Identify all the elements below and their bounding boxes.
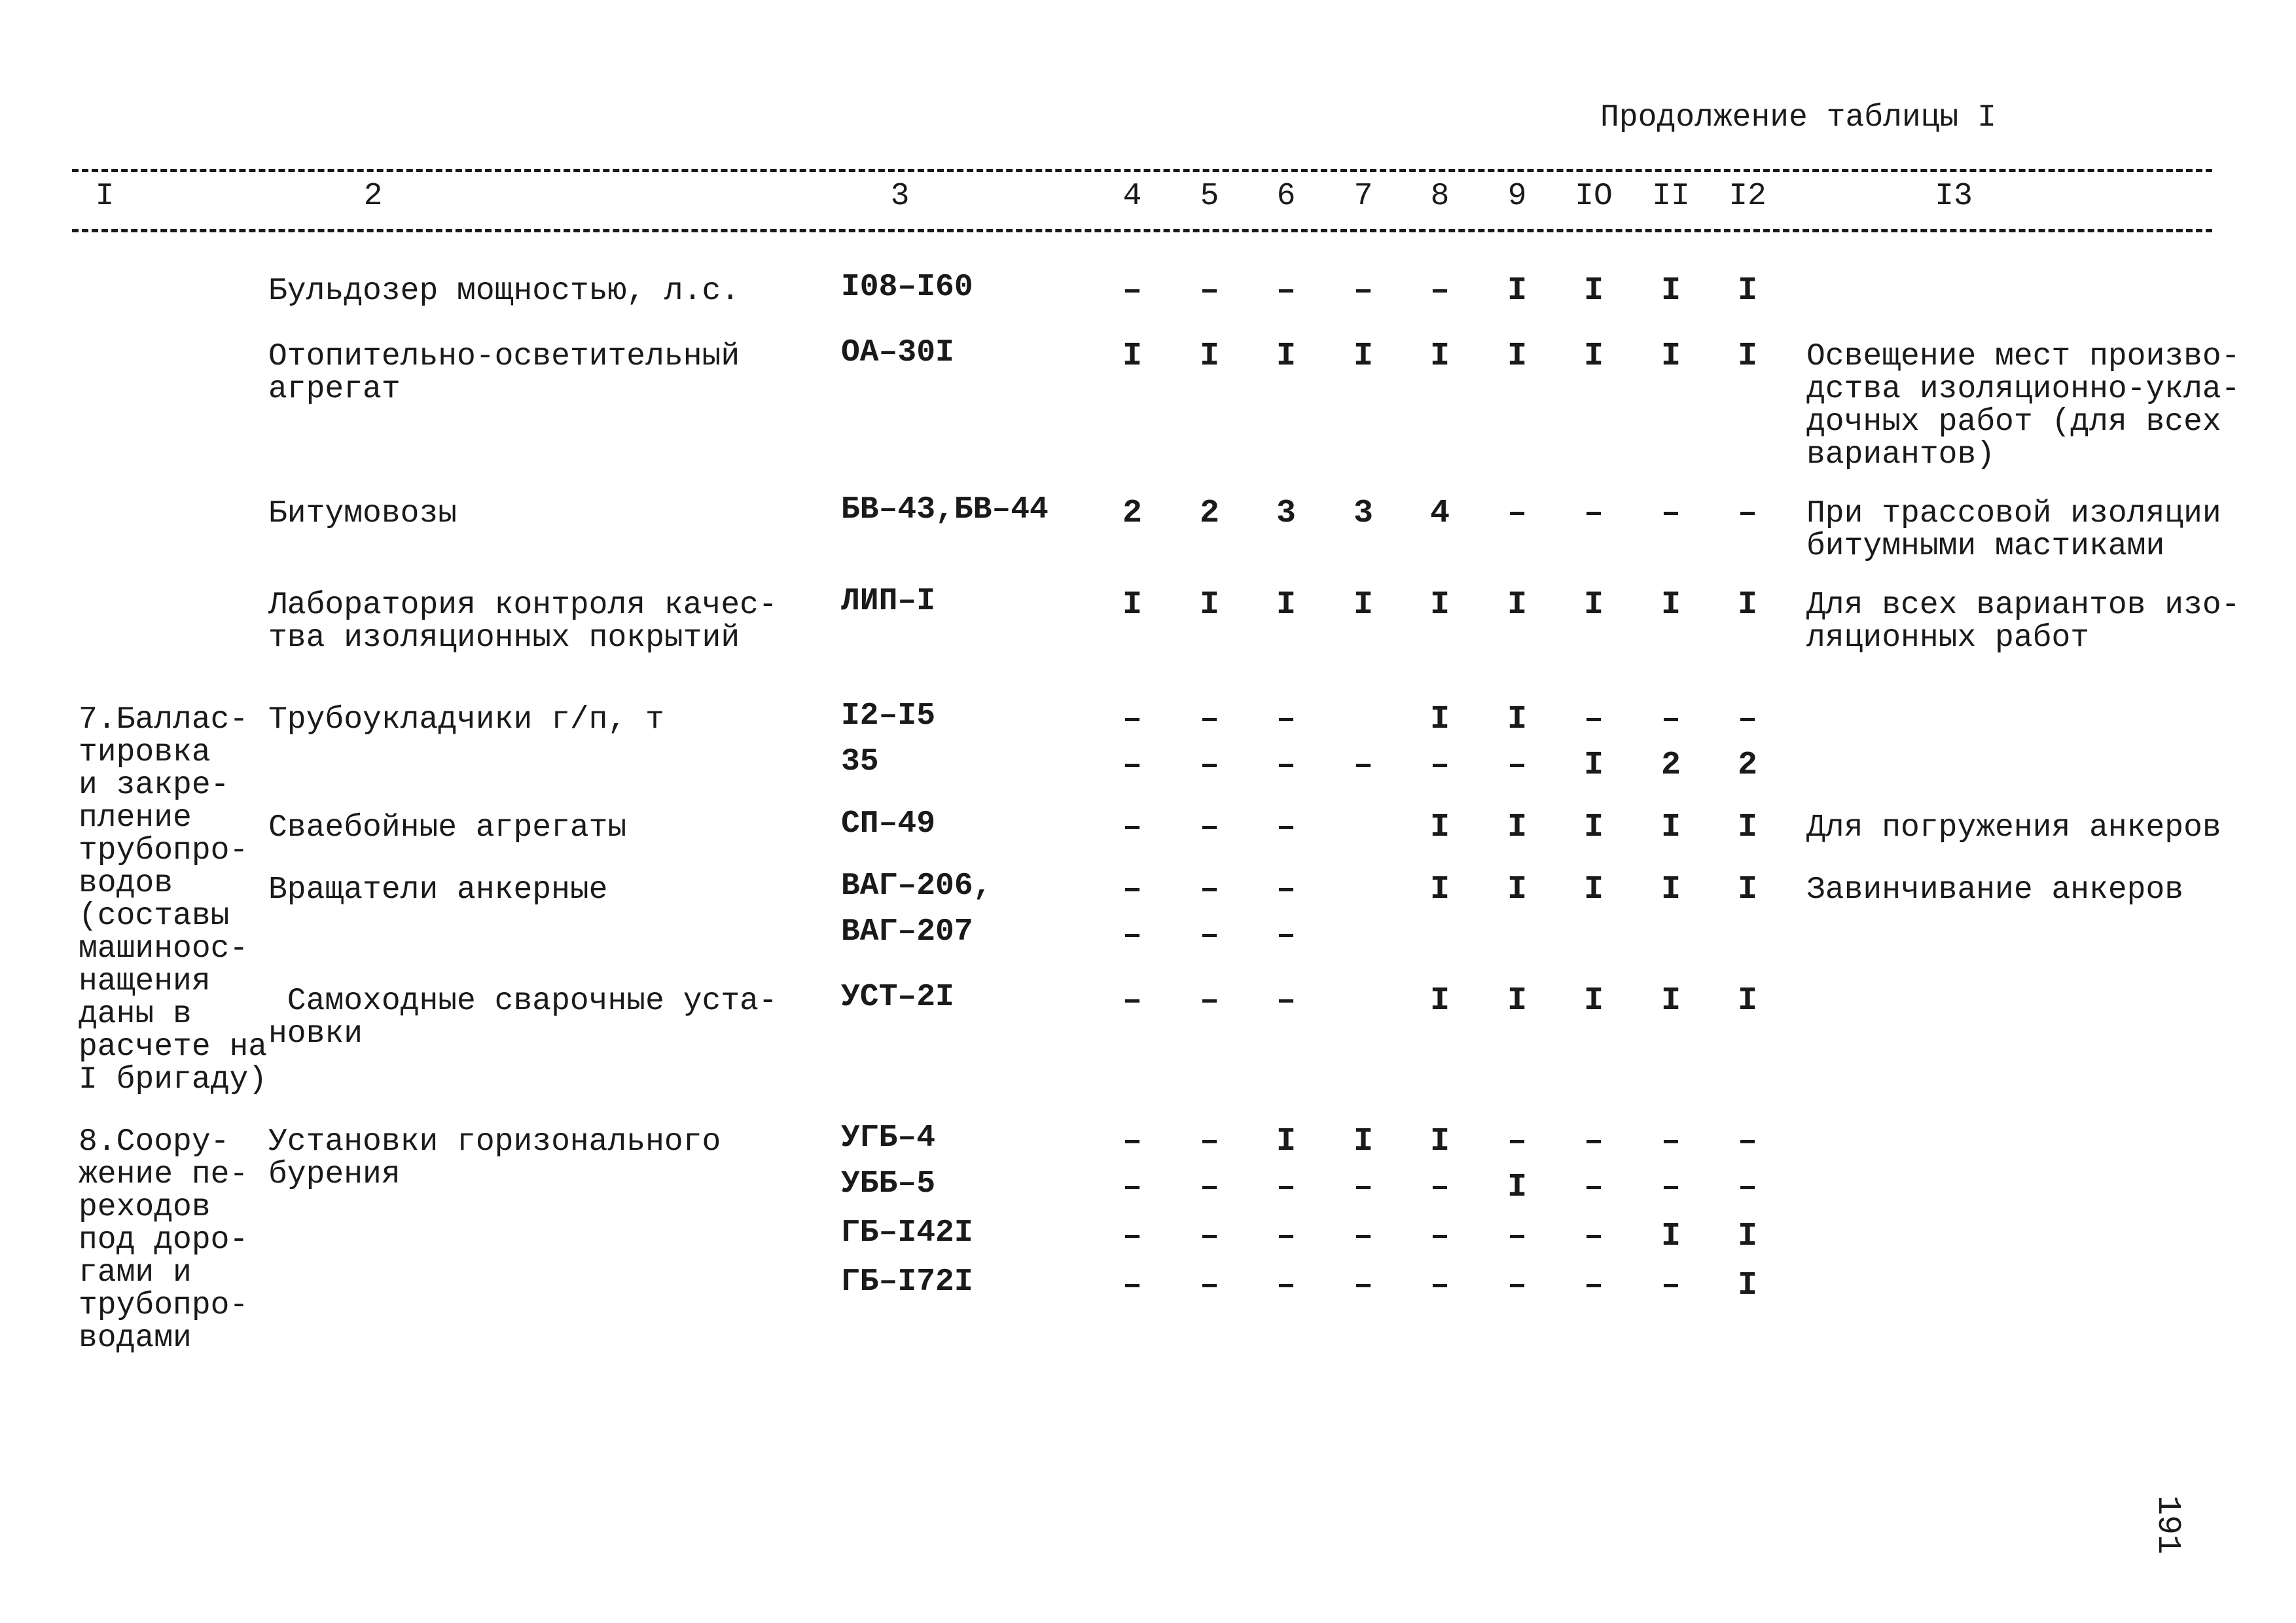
row-value-col-9: I <box>1507 809 1527 846</box>
row-value-col-6: I <box>1276 338 1296 375</box>
header-top-rule <box>72 169 2212 172</box>
column-header-7: 7 <box>1354 179 1373 214</box>
row-value-col-5: – <box>1199 871 1219 908</box>
row-value-col-9: I <box>1507 272 1527 310</box>
row-value-col-9: I <box>1507 338 1527 375</box>
row-value-col-10: – <box>1583 701 1604 738</box>
row-value-col-12: I <box>1737 1218 1757 1255</box>
row-value-col-9: – <box>1507 1267 1527 1304</box>
row-value-col-12: – <box>1737 1123 1757 1160</box>
row-value-col-5: – <box>1199 701 1219 738</box>
row-value-col-10: – <box>1583 1169 1604 1206</box>
row-value-col-6: I <box>1276 586 1296 624</box>
row-value-col-10: I <box>1583 586 1604 624</box>
row-value-col-12: I <box>1737 1267 1757 1304</box>
row-value-col-8: I <box>1429 586 1450 624</box>
row-note: Завинчивание анкеров <box>1806 872 2184 908</box>
row-value-col-6: – <box>1276 1267 1296 1304</box>
row-value-col-5: I <box>1199 338 1219 375</box>
row-value-col-7: I <box>1353 1123 1373 1160</box>
row-value-col-10: I <box>1583 747 1604 784</box>
header-bottom-rule <box>72 229 2212 232</box>
row-value-col-11: 2 <box>1660 747 1681 784</box>
row-value-col-7: I <box>1353 338 1373 375</box>
row-value-col-11: – <box>1660 495 1681 532</box>
row-value-col-5: – <box>1199 1169 1219 1206</box>
row-equipment-brand: СП–49 <box>841 806 936 842</box>
row-equipment-brand: ЛИП–I <box>841 584 936 619</box>
column-header-5: 5 <box>1200 179 1219 214</box>
column-header-10: IO <box>1575 179 1613 214</box>
row-value-col-7: – <box>1353 1267 1373 1304</box>
row-value-col-6: – <box>1276 871 1296 908</box>
row-value-col-8: – <box>1429 1218 1450 1255</box>
row-value-col-6: – <box>1276 701 1296 738</box>
row-value-col-9: I <box>1507 871 1527 908</box>
row-equipment-name: Сваебойные агрегаты <box>268 810 627 846</box>
row-value-col-5: – <box>1199 982 1219 1020</box>
row-value-col-11: I <box>1660 586 1681 624</box>
row-value-col-7: – <box>1353 272 1373 310</box>
row-equipment-brand: ОА–30I <box>841 335 954 370</box>
row-value-col-8: I <box>1429 871 1450 908</box>
row-value-col-5: – <box>1199 1267 1219 1304</box>
column-header-9: 9 <box>1507 179 1527 214</box>
row-value-col-6: – <box>1276 272 1296 310</box>
row-value-col-5: I <box>1199 586 1219 624</box>
row-value-col-6: – <box>1276 747 1296 784</box>
row-group-label: 7.Баллас- тировка и закре- пление трубопро- водов (составы машиноос- нащения даны в расчете на I бригаду) <box>79 702 268 1097</box>
row-value-col-4: – <box>1122 982 1142 1020</box>
column-header-1: I <box>95 179 115 214</box>
row-value-col-10: I <box>1583 809 1604 846</box>
row-value-col-5: – <box>1199 1123 1219 1160</box>
row-value-col-4: I <box>1122 586 1142 624</box>
row-value-col-9: – <box>1507 1218 1527 1255</box>
row-value-col-4: 2 <box>1122 495 1142 532</box>
row-value-col-9: – <box>1507 1123 1527 1160</box>
row-value-col-12: I <box>1737 338 1757 375</box>
row-equipment-name: Отопительно-осветительный агрегат <box>268 339 740 407</box>
row-value-col-4: – <box>1122 747 1142 784</box>
row-value-col-6: – <box>1276 982 1296 1020</box>
row-note: Для погружения анкеров <box>1806 810 2221 846</box>
row-value-col-9: – <box>1507 495 1527 532</box>
row-value-col-10: I <box>1583 338 1604 375</box>
row-equipment-name: Самоходные сварочные уста- новки <box>268 984 778 1052</box>
row-value-col-7: – <box>1353 747 1373 784</box>
row-equipment-name: Трубоукладчики г/п, т <box>268 702 664 738</box>
row-value-col-4: – <box>1122 1218 1142 1255</box>
row-value-col-11: – <box>1660 1267 1681 1304</box>
table-caption: Продолжение таблицы I <box>1600 100 1996 135</box>
row-value-col-8: I <box>1429 982 1450 1020</box>
row-value-col-12: 2 <box>1737 747 1757 784</box>
row-value-col-12: I <box>1737 586 1757 624</box>
row-equipment-brand: 35 <box>841 744 879 779</box>
row-value-col-11: – <box>1660 701 1681 738</box>
column-header-3: 3 <box>890 179 910 214</box>
row-value-col-11: I <box>1660 338 1681 375</box>
row-value-col-9: I <box>1507 1169 1527 1206</box>
row-value-col-5: 2 <box>1199 495 1219 532</box>
row-value-col-7: – <box>1353 1218 1373 1255</box>
column-header-13: I3 <box>1935 179 1973 214</box>
row-group-label: 8.Соору- жение пе- реходов под доро- гами и трубопро- водами <box>79 1124 249 1356</box>
row-value-col-8: – <box>1429 272 1450 310</box>
row-value-col-8: 4 <box>1429 495 1450 532</box>
row-value-col-10: – <box>1583 1123 1604 1160</box>
row-equipment-brand: I08–I60 <box>841 270 973 305</box>
row-value-col-8: I <box>1429 809 1450 846</box>
column-header-8: 8 <box>1430 179 1450 214</box>
row-value-col-8: – <box>1429 747 1450 784</box>
row-value-col-4: – <box>1122 809 1142 846</box>
row-value-col-6: – <box>1276 1218 1296 1255</box>
row-value-col-4: – <box>1122 1123 1142 1160</box>
row-value-col-8: – <box>1429 1267 1450 1304</box>
row-value-col-8: – <box>1429 1169 1450 1206</box>
row-equipment-name: Битумовозы <box>268 496 457 531</box>
row-value-col-11: I <box>1660 871 1681 908</box>
row-value-col-11: – <box>1660 1169 1681 1206</box>
row-value-col-12: – <box>1737 701 1757 738</box>
row-value-col-5: – <box>1199 747 1219 784</box>
row-value-col-6: I <box>1276 1123 1296 1160</box>
row-equipment-brand: ГБ–I42I <box>841 1215 973 1251</box>
row-value-col-6: – <box>1276 809 1296 846</box>
row-value-col-7: – <box>1353 1169 1373 1206</box>
row-value-col-4: – <box>1122 701 1142 738</box>
column-header-12: I2 <box>1729 179 1767 214</box>
row-value-col-11: I <box>1660 272 1681 310</box>
row-equipment-name: Установки горизонального бурения <box>268 1124 721 1192</box>
row-equipment-brand: ВАГ–206, <box>841 868 992 904</box>
row-equipment-brand: УББ–5 <box>841 1166 936 1202</box>
row-value-col-4: – <box>1122 272 1142 310</box>
row-equipment-name: Лаборатория контроля качес- тва изоляционных покрытий <box>268 588 778 656</box>
row-equipment-brand: БВ–43,БВ–44 <box>841 492 1049 527</box>
row-equipment-brand: ГБ–I72I <box>841 1264 973 1300</box>
row-value-col-8: I <box>1429 701 1450 738</box>
row-note: При трассовой изоляции битумными мастиками <box>1806 496 2221 564</box>
row-value-col-9: I <box>1507 586 1527 624</box>
row-value-col-5: – <box>1199 1218 1219 1255</box>
row-value-col-12: I <box>1737 272 1757 310</box>
row-value-col-7: I <box>1353 586 1373 624</box>
row-equipment-brand: ВАГ–207 <box>841 914 973 950</box>
row-equipment-brand: I2–I5 <box>841 698 936 734</box>
row-value-col-6: – <box>1276 917 1296 954</box>
row-value-col-5: – <box>1199 809 1219 846</box>
row-value-col-11: I <box>1660 809 1681 846</box>
row-value-col-5: – <box>1199 272 1219 310</box>
row-note: Для всех вариантов изо- ляционных работ <box>1806 588 2240 656</box>
row-value-col-5: – <box>1199 917 1219 954</box>
row-value-col-7: 3 <box>1353 495 1373 532</box>
row-value-col-12: I <box>1737 982 1757 1020</box>
column-header-11: II <box>1652 179 1690 214</box>
row-value-col-6: 3 <box>1276 495 1296 532</box>
row-value-col-4: I <box>1122 338 1142 375</box>
row-value-col-9: I <box>1507 701 1527 738</box>
row-value-col-10: I <box>1583 272 1604 310</box>
row-value-col-9: – <box>1507 747 1527 784</box>
row-value-col-11: I <box>1660 982 1681 1020</box>
row-value-col-4: – <box>1122 871 1142 908</box>
row-value-col-6: – <box>1276 1169 1296 1206</box>
column-header-2: 2 <box>363 179 383 214</box>
row-equipment-name: Бульдозер мощностью, л.с. <box>268 274 740 309</box>
row-value-col-12: I <box>1737 809 1757 846</box>
row-value-col-10: – <box>1583 1218 1604 1255</box>
row-value-col-12: – <box>1737 1169 1757 1206</box>
row-value-col-10: I <box>1583 982 1604 1020</box>
row-value-col-4: – <box>1122 917 1142 954</box>
column-header-6: 6 <box>1276 179 1296 214</box>
row-value-col-4: – <box>1122 1267 1142 1304</box>
row-value-col-8: I <box>1429 338 1450 375</box>
column-header-4: 4 <box>1122 179 1142 214</box>
row-value-col-11: I <box>1660 1218 1681 1255</box>
page-number: 191 <box>2149 1495 2186 1555</box>
row-equipment-brand: УГБ–4 <box>841 1120 936 1156</box>
row-value-col-10: – <box>1583 495 1604 532</box>
row-value-col-8: I <box>1429 1123 1450 1160</box>
row-value-col-12: I <box>1737 871 1757 908</box>
row-value-col-10: – <box>1583 1267 1604 1304</box>
row-equipment-brand: УСТ–2I <box>841 980 954 1015</box>
row-value-col-11: – <box>1660 1123 1681 1160</box>
row-value-col-10: I <box>1583 871 1604 908</box>
row-value-col-4: – <box>1122 1169 1142 1206</box>
row-equipment-name: Вращатели анкерные <box>268 872 608 908</box>
row-value-col-12: – <box>1737 495 1757 532</box>
row-value-col-9: I <box>1507 982 1527 1020</box>
row-note: Освещение мест произво- дства изоляционно-укла- дочных работ (для всех вариантов) <box>1806 339 2240 473</box>
